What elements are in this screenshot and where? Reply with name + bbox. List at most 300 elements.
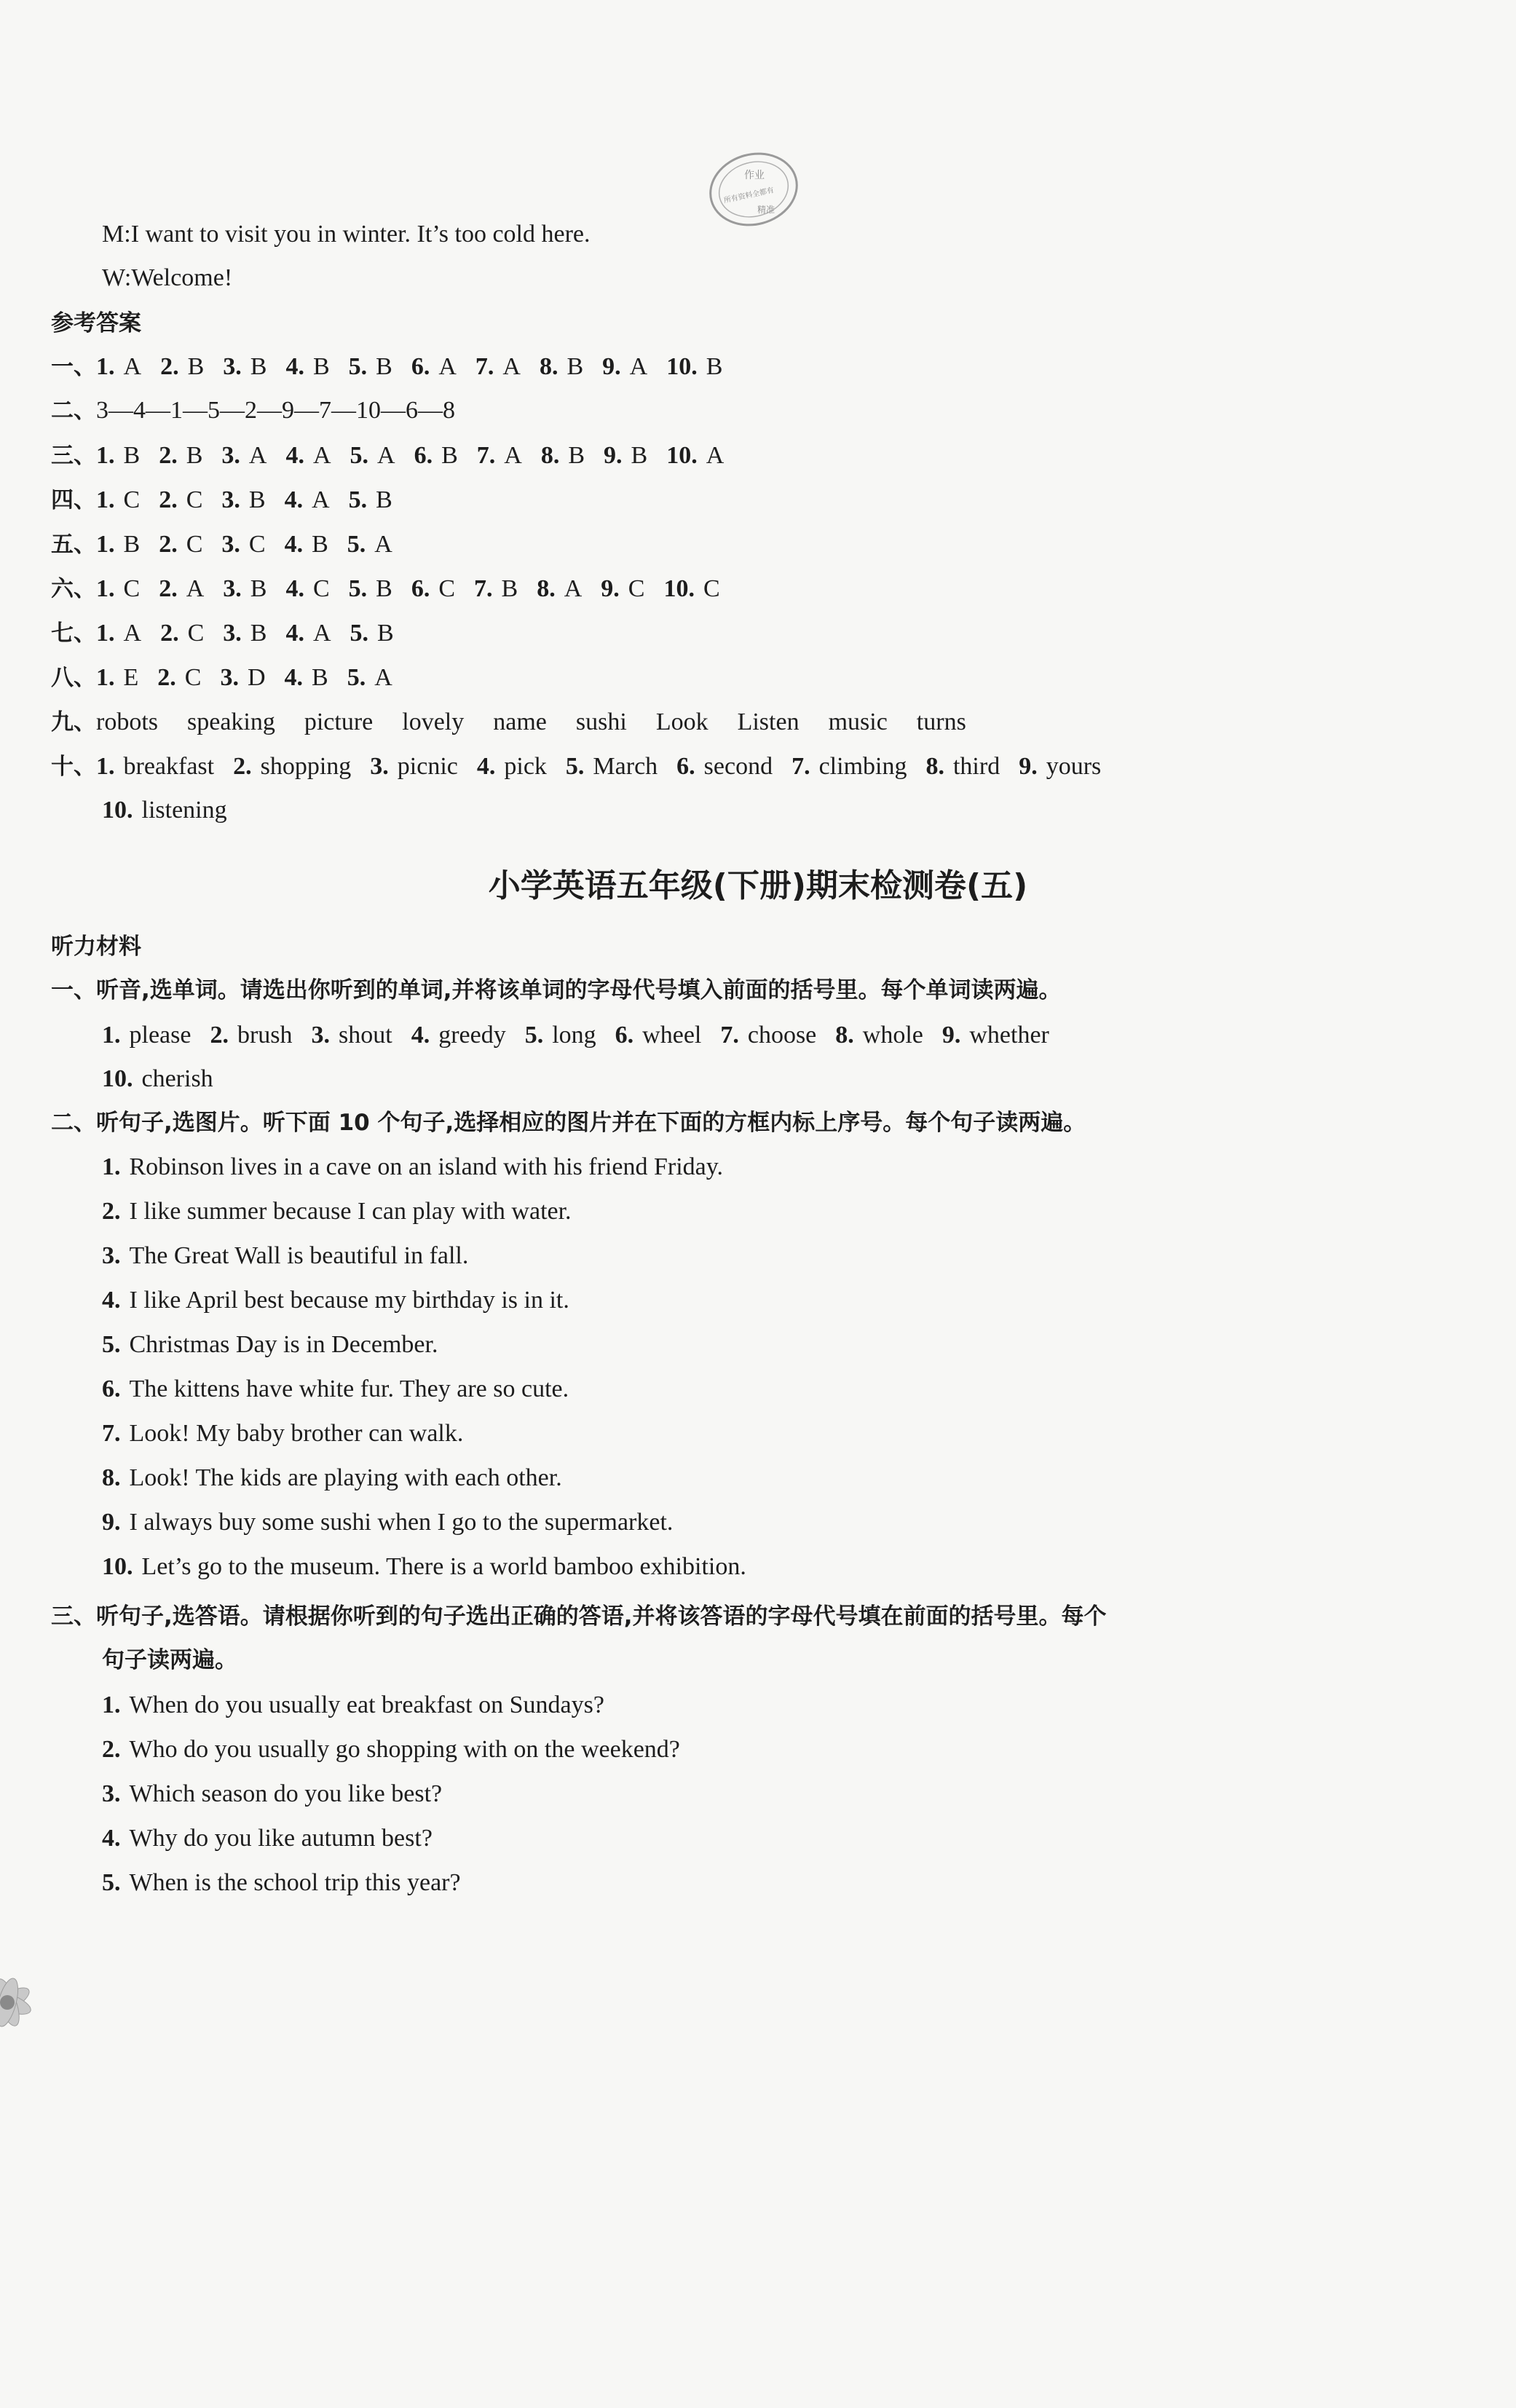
section-label: 六、 xyxy=(51,576,96,602)
answer-word: picture xyxy=(304,708,374,735)
item-number: 2. xyxy=(159,531,178,558)
sentence-line xyxy=(102,1501,673,1544)
item-number: 1. xyxy=(102,1022,121,1049)
answer-item xyxy=(221,531,265,558)
item-answer: A xyxy=(502,353,521,380)
item-number: 1. xyxy=(96,486,115,513)
part3-instruction-1: 三、听句子,选答语。请根据你听到的句子选出正确的答语,并将该答语的字母代号填在前面的括号里。每个 xyxy=(51,1603,1107,1630)
sentence-line xyxy=(102,1234,468,1278)
sentence-line xyxy=(102,1456,562,1500)
answer-item xyxy=(96,753,214,780)
answer-row-2: 二、3—4—1—5—2—9—7—10—6—8 xyxy=(51,397,455,424)
item-number: 1. xyxy=(96,353,115,380)
part3-instruction-2: 句子读两遍。 xyxy=(102,1647,237,1673)
answer-item xyxy=(159,575,204,602)
answer-row-3 xyxy=(51,434,743,478)
item-answer: B xyxy=(566,353,584,380)
section-label: 五、 xyxy=(51,532,96,558)
item-answer: B xyxy=(312,664,328,691)
sentence-line xyxy=(102,1279,569,1322)
item-answer: C xyxy=(184,664,202,691)
answer-item xyxy=(96,620,141,647)
item-answer: D xyxy=(247,664,266,691)
item-answer: A xyxy=(374,664,392,691)
item-number: 9. xyxy=(602,353,621,380)
word-item xyxy=(210,1022,292,1049)
item-word: please xyxy=(129,1022,192,1049)
item-number: 2. xyxy=(102,1736,121,1763)
item-number: 4. xyxy=(285,442,304,469)
answer-item xyxy=(102,797,227,824)
answer-item xyxy=(350,620,394,647)
item-word: cherish xyxy=(141,1065,213,1092)
word-item xyxy=(102,1022,191,1049)
sentence-line xyxy=(102,1412,463,1456)
item-number: 5. xyxy=(350,442,368,469)
answer-item xyxy=(349,486,392,513)
item-answer: A xyxy=(438,353,457,380)
section-label: 四、 xyxy=(51,487,96,513)
item-answer: B xyxy=(441,442,458,469)
item-answer: yours xyxy=(1046,753,1102,780)
sentence-line xyxy=(102,1190,572,1233)
word-item xyxy=(720,1022,816,1049)
item-number: 6. xyxy=(102,1375,121,1402)
item-number: 2. xyxy=(159,575,178,602)
item-answer: B xyxy=(631,442,648,469)
item-answer: E xyxy=(123,664,139,691)
answer-item xyxy=(223,575,267,602)
listening-heading: 听力材料 xyxy=(51,933,141,960)
item-number: 3. xyxy=(223,575,242,602)
item-answer: B xyxy=(376,575,392,602)
item-number: 2. xyxy=(210,1022,229,1049)
item-answer: C xyxy=(123,575,141,602)
item-answer: C xyxy=(438,575,455,602)
sentence-text: When do you usually eat breakfast on Sundays? xyxy=(129,1691,604,1718)
sentence-text: I like summer because I can play with water. xyxy=(129,1198,572,1225)
sentence-text: I like April best because my birthday is in it. xyxy=(129,1287,569,1314)
item-answer: C xyxy=(628,575,645,602)
answer-item xyxy=(925,753,1000,780)
item-word: long xyxy=(552,1022,596,1049)
item-number: 2. xyxy=(160,620,179,647)
item-number: 9. xyxy=(601,575,620,602)
answer-item xyxy=(602,353,647,380)
item-number: 10. xyxy=(102,1065,133,1092)
answer-item xyxy=(475,353,521,380)
answer-item xyxy=(604,442,647,469)
answer-item xyxy=(160,353,204,380)
answer-item xyxy=(414,442,458,469)
item-number: 8. xyxy=(539,353,558,380)
item-number: 1. xyxy=(96,753,115,780)
answer-row-5 xyxy=(51,523,411,567)
item-answer: C xyxy=(703,575,720,602)
item-answer: C xyxy=(248,531,266,558)
item-number: 3. xyxy=(220,664,239,691)
item-number: 4. xyxy=(102,1287,121,1314)
item-answer: B xyxy=(568,442,585,469)
item-number: 4. xyxy=(411,1022,430,1049)
sentence-text: The Great Wall is beautiful in fall. xyxy=(129,1242,469,1269)
sentence-text: Who do you usually go shopping with on the weekend? xyxy=(129,1736,680,1763)
item-answer: B xyxy=(501,575,518,602)
answer-word: lovely xyxy=(402,708,465,735)
item-number: 8. xyxy=(925,753,944,780)
answer-item xyxy=(477,753,547,780)
sentence-line xyxy=(102,1145,723,1189)
item-number: 3. xyxy=(102,1242,121,1269)
item-word: whether xyxy=(969,1022,1049,1049)
item-number: 8. xyxy=(537,575,556,602)
answer-item xyxy=(285,486,330,513)
answer-item xyxy=(285,620,331,647)
item-number: 10. xyxy=(666,442,698,469)
item-word: shout xyxy=(339,1022,392,1049)
answer-word: music xyxy=(828,708,888,735)
item-answer: listening xyxy=(141,797,227,824)
item-number: 10. xyxy=(663,575,695,602)
item-number: 5. xyxy=(347,664,366,691)
item-number: 5. xyxy=(347,531,366,558)
answer-word: speaking xyxy=(187,708,275,735)
item-answer: B xyxy=(248,486,266,513)
item-number: 3. xyxy=(223,353,242,380)
item-answer: shopping xyxy=(260,753,352,780)
part1-words-line2 xyxy=(102,1057,232,1101)
sentence-line xyxy=(102,1545,746,1589)
item-number: 9. xyxy=(102,1509,121,1536)
svg-text:所有资料全都有: 所有资料全都有 xyxy=(723,186,775,205)
answer-row-1 xyxy=(51,345,741,389)
answer-item xyxy=(96,531,140,558)
answer-item xyxy=(223,620,267,647)
item-number: 5. xyxy=(348,486,368,513)
item-number: 1. xyxy=(96,664,115,691)
answer-word: robots xyxy=(96,708,158,735)
item-answer: March xyxy=(593,753,658,780)
item-number: 5. xyxy=(102,1869,121,1896)
item-number: 5. xyxy=(350,620,368,647)
item-number: 7. xyxy=(102,1420,121,1447)
answer-item xyxy=(477,442,522,469)
section-label: 九、 xyxy=(51,709,96,735)
item-number: 10. xyxy=(102,1553,133,1580)
answer-word: turns xyxy=(916,708,966,735)
item-word: greedy xyxy=(438,1022,506,1049)
sentence-text: Robinson lives in a cave on an island with his friend Friday. xyxy=(129,1153,724,1180)
item-number: 1. xyxy=(102,1153,121,1180)
item-answer: A xyxy=(312,442,331,469)
word-item xyxy=(615,1022,702,1049)
item-answer: B xyxy=(312,531,328,558)
item-answer: A xyxy=(123,620,142,647)
section-label: 八、 xyxy=(51,665,96,691)
answer-item xyxy=(666,353,722,380)
item-number: 3. xyxy=(102,1780,121,1807)
answer-item xyxy=(537,575,582,602)
sentence-text: Why do you like autumn best? xyxy=(129,1825,433,1852)
sentence-text: The kittens have white fur. They are so cute. xyxy=(129,1375,569,1402)
sentence-line xyxy=(102,1772,442,1816)
item-number: 3. xyxy=(311,1022,331,1049)
item-answer: A xyxy=(504,442,522,469)
answer-item xyxy=(1019,753,1101,780)
answer-row-6 xyxy=(51,567,739,611)
sentence-line xyxy=(102,1817,433,1860)
item-answer: third xyxy=(952,753,1000,780)
item-answer: B xyxy=(377,620,394,647)
answer-item xyxy=(96,575,140,602)
item-answer: B xyxy=(250,620,267,647)
answer-row-10 xyxy=(51,745,1120,789)
item-answer: B xyxy=(706,353,723,380)
item-number: 7. xyxy=(791,753,810,780)
item-answer: second xyxy=(703,753,773,780)
item-word: wheel xyxy=(642,1022,702,1049)
item-answer: A xyxy=(248,442,267,469)
answer-item xyxy=(221,486,265,513)
answer-item xyxy=(220,664,265,691)
item-word: choose xyxy=(747,1022,817,1049)
item-answer: breakfast xyxy=(123,753,215,780)
item-number: 3. xyxy=(221,442,240,469)
answer-item xyxy=(96,442,140,469)
item-number: 6. xyxy=(676,753,695,780)
item-number: 2. xyxy=(160,353,179,380)
answer-item xyxy=(285,575,329,602)
item-answer: picnic xyxy=(397,753,458,780)
item-number: 9. xyxy=(1019,753,1038,780)
item-number: 4. xyxy=(284,486,304,513)
item-number: 4. xyxy=(285,620,304,647)
answer-row-10-cont xyxy=(102,789,246,832)
answer-row-4 xyxy=(51,478,411,522)
item-number: 8. xyxy=(540,442,560,469)
answer-item xyxy=(157,664,201,691)
answer-item xyxy=(96,486,140,513)
item-number: 9. xyxy=(604,442,623,469)
answer-item xyxy=(349,575,392,602)
word-item xyxy=(411,1022,506,1049)
item-number: 5. xyxy=(524,1022,544,1049)
item-number: 3. xyxy=(221,531,240,558)
item-number: 7. xyxy=(475,353,494,380)
answer-item xyxy=(566,753,658,780)
item-number: 3. xyxy=(370,753,389,780)
item-number: 1. xyxy=(96,531,115,558)
item-answer: B xyxy=(123,442,141,469)
sentence-text: Look! My baby brother can walk. xyxy=(129,1420,464,1447)
item-answer: B xyxy=(250,575,267,602)
answer-item xyxy=(233,753,351,780)
item-answer: pick xyxy=(504,753,547,780)
sentence-text: Which season do you like best? xyxy=(129,1780,443,1807)
answer-item xyxy=(350,442,395,469)
section-label: 十、 xyxy=(51,754,96,780)
answer-word: Look xyxy=(655,708,708,735)
item-number: 1. xyxy=(96,442,115,469)
answer-item xyxy=(223,353,267,380)
item-number: 8. xyxy=(102,1464,121,1491)
item-number: 9. xyxy=(941,1022,961,1049)
svg-text:精准: 精准 xyxy=(757,205,775,215)
item-answer: climbing xyxy=(818,753,907,780)
answer-item xyxy=(411,575,455,602)
sentence-line xyxy=(102,1861,461,1905)
item-answer: C xyxy=(186,531,203,558)
item-number: 6. xyxy=(615,1022,634,1049)
answer-row-8 xyxy=(51,656,411,700)
item-number: 4. xyxy=(284,664,304,691)
item-number: 4. xyxy=(285,353,304,380)
item-answer: A xyxy=(706,442,725,469)
item-number: 4. xyxy=(284,531,304,558)
answer-item xyxy=(676,753,773,780)
answer-item xyxy=(791,753,907,780)
answer-item xyxy=(96,353,141,380)
item-number: 4. xyxy=(476,753,496,780)
svg-text:作业: 作业 xyxy=(744,170,765,181)
dialogue-line-1: M:I want to visit you in winter. It’s too cold here. xyxy=(102,221,591,248)
item-number: 1. xyxy=(96,575,115,602)
item-number: 4. xyxy=(102,1825,121,1852)
answer-item xyxy=(285,664,328,691)
sentence-text: Christmas Day is in December. xyxy=(129,1331,438,1358)
item-answer: A xyxy=(186,575,205,602)
answer-item xyxy=(663,575,719,602)
item-number: 2. xyxy=(233,753,252,780)
answer-item xyxy=(96,664,138,691)
item-answer: A xyxy=(123,353,142,380)
item-answer: B xyxy=(376,353,392,380)
part2-instruction: 二、听句子,选图片。听下面 10 个句子,选择相应的图片并在下面的方框内标上序号。每个句子读两遍。 xyxy=(51,1110,1086,1136)
section-label: 三、 xyxy=(51,443,96,469)
section-label: 七、 xyxy=(51,620,96,647)
item-answer: C xyxy=(187,620,205,647)
item-number: 6. xyxy=(411,575,430,602)
answer-item xyxy=(411,353,457,380)
item-number: 3. xyxy=(221,486,240,513)
stamp-logo xyxy=(699,146,808,233)
item-number: 10. xyxy=(666,353,698,380)
sentence-text: I always buy some sushi when I go to the supermarket. xyxy=(129,1509,674,1536)
answer-item xyxy=(285,353,329,380)
item-answer: B xyxy=(186,442,203,469)
answer-item xyxy=(601,575,644,602)
item-number: 7. xyxy=(476,442,496,469)
answer-item xyxy=(285,531,328,558)
sentence-text: Look! The kids are playing with each other. xyxy=(129,1464,562,1491)
item-answer: A xyxy=(629,353,648,380)
item-answer: B xyxy=(123,531,141,558)
section-label: 一、 xyxy=(51,354,96,380)
item-number: 4. xyxy=(285,575,304,602)
item-answer: B xyxy=(376,486,392,513)
item-answer: A xyxy=(564,575,583,602)
sentence-text: When is the school trip this year? xyxy=(129,1869,461,1896)
item-number: 10. xyxy=(102,797,133,824)
item-number: 5. xyxy=(348,353,368,380)
item-number: 7. xyxy=(720,1022,739,1049)
item-answer: B xyxy=(312,353,330,380)
item-answer: C xyxy=(312,575,330,602)
word-item xyxy=(525,1022,596,1049)
answer-item xyxy=(221,442,267,469)
answer-row-9 xyxy=(51,700,995,744)
item-word: whole xyxy=(862,1022,923,1049)
word-item xyxy=(102,1065,213,1092)
answer-word: sushi xyxy=(575,708,627,735)
item-answer: C xyxy=(186,486,203,513)
item-answer: B xyxy=(250,353,267,380)
answer-item xyxy=(347,531,392,558)
item-number: 1. xyxy=(96,620,115,647)
sentence-line xyxy=(102,1683,604,1727)
answer-word: name xyxy=(493,708,547,735)
item-number: 7. xyxy=(474,575,493,602)
item-answer: A xyxy=(312,620,331,647)
answers-heading: 参考答案 xyxy=(51,310,141,336)
dialogue-line-2: W:Welcome! xyxy=(102,264,233,291)
sentence-line xyxy=(102,1728,680,1772)
item-word: brush xyxy=(237,1022,293,1049)
item-number: 5. xyxy=(348,575,368,602)
item-number: 6. xyxy=(414,442,433,469)
item-answer: A xyxy=(377,442,395,469)
answer-item xyxy=(159,531,202,558)
answer-item xyxy=(160,620,204,647)
answer-word: Listen xyxy=(737,708,800,735)
part1-words-line1 xyxy=(102,1014,1068,1057)
item-number: 3. xyxy=(223,620,242,647)
answer-item xyxy=(285,442,331,469)
test-title: 小学英语五年级(下册)期末检测卷(五) xyxy=(488,867,1028,904)
item-answer: A xyxy=(374,531,392,558)
answer-item xyxy=(159,486,202,513)
answer-item xyxy=(349,353,392,380)
sentence-line xyxy=(102,1367,569,1411)
part1-instruction: 一、听音,选单词。请选出你听到的单词,并将该单词的字母代号填入前面的括号里。每个单词读两遍。 xyxy=(51,977,1062,1003)
answer-item xyxy=(370,753,458,780)
item-number: 2. xyxy=(159,442,178,469)
item-answer: B xyxy=(187,353,205,380)
answer-item xyxy=(666,442,724,469)
item-number: 5. xyxy=(565,753,585,780)
item-answer: C xyxy=(123,486,141,513)
item-answer: A xyxy=(312,486,330,513)
answer-item xyxy=(159,442,202,469)
item-number: 6. xyxy=(411,353,430,380)
flower-decoration-icon xyxy=(0,1959,51,2046)
sentence-line xyxy=(102,1323,438,1367)
sentence-text: Let’s go to the museum. There is a world bamboo exhibition. xyxy=(141,1553,746,1580)
answer-item xyxy=(540,353,583,380)
item-number: 5. xyxy=(102,1331,121,1358)
answer-item xyxy=(474,575,518,602)
answer-row-7 xyxy=(51,612,413,655)
word-item xyxy=(835,1022,923,1049)
item-number: 1. xyxy=(102,1691,121,1718)
item-number: 2. xyxy=(157,664,176,691)
word-item xyxy=(942,1022,1049,1049)
item-number: 2. xyxy=(159,486,178,513)
answer-item xyxy=(347,664,392,691)
answer-item xyxy=(541,442,585,469)
word-item xyxy=(312,1022,392,1049)
item-number: 2. xyxy=(102,1198,121,1225)
